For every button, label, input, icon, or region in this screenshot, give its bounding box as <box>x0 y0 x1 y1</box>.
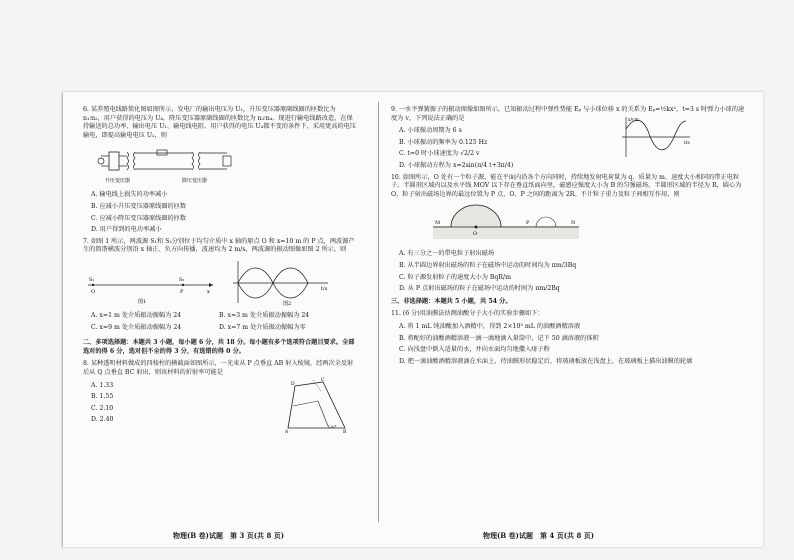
q8-prism-figure <box>283 376 353 434</box>
question-7: 7. 如图 1 所示，两波源 S₁和 S₂分别位于均匀介质中 x 轴的原点 O 和 x=10 m 的 P 点，两波源产生的简谐横波分别沿 x 轴正、负方向传播，波速均为 2 m/s，两波源的振动图像如图 2 所示，则 <box>83 237 355 254</box>
question-11: 11. (6 分)用油膜法估测油酸分子大小的实验步骤如下： <box>391 310 544 318</box>
q9-option-b: B. 小球振动的频率为 0.125 Hz <box>399 138 488 146</box>
q6-fig-right-label: 降压变压器 <box>182 178 208 185</box>
q7-fig1-label: 图1 <box>138 298 147 305</box>
svg-text:O: O <box>91 288 96 295</box>
q10-option-b: B. 从半圆边界射出磁场的粒子在磁场中运动的时间均为 πm/3Bq <box>399 261 577 269</box>
q6-option-d: D. 用户得到的电功率减小 <box>91 226 162 234</box>
q6-fig-left-label: 升压变压器 <box>105 178 131 185</box>
question-8: 8. 某种透明材料做成的四棱柱的横截面如图所示，一光束从 P 点垂直 AB 射入棱镜，经两次全反射后从 Q 点垂直 BC 射出，则该材料的折射率可能是 <box>83 360 354 376</box>
q6-option-a: A. 输电线上损失的功率减小 <box>91 191 168 199</box>
q6-option-b: B. 应减小升压变压器原线圈的匝数 <box>91 202 187 210</box>
q9-oscillation-figure <box>616 115 696 159</box>
q11-step-c: C. 向浅盘中倒入适量的水，并向水面均匀地撒入痱子粉 <box>399 346 550 354</box>
column-divider <box>378 102 379 522</box>
q7-option-b: B. x=3 m 处介质振动振幅为 24 <box>219 311 310 319</box>
section-2-heading: 二、多项选择题：本题共 3 小题，每小题 6 分，共 18 分。每小题有多个选项符合题目要求。全部选对的得 6 分，选对但不全的得 3 分，有选错的得 0 分。 <box>83 339 355 355</box>
q10-option-c: C. 粒子源发射粒子的速度大小为 BqR/m <box>399 273 511 281</box>
question-10: 10. 如图所示，O 处有一个粒子源，能在平面内沿各个方向同时，持续地发射电荷量为 q、质量为 m、速度大小相同的带正电粒子。半圆形区域内以及水平线 MOV 以下存在垂直纸面向里，磁感应强度大小为 B 的匀强磁场。半圆形区域的半径为 R，圆心为 O，粒子射出磁场边界的最远位置为 P 点，O、P 之间的距离为 2R。不计粒子重力及粒子间相互作用，则 <box>391 173 742 198</box>
q8-option-b: B. 1.55 <box>91 393 114 401</box>
svg-text:N: N <box>571 220 576 227</box>
page-footer-left: 物理(B 卷)试题 第 3 页(共 8 页) <box>173 531 285 540</box>
svg-text:C: C <box>321 377 325 383</box>
svg-text:O: O <box>473 231 478 238</box>
q7-wave-figures <box>83 259 358 307</box>
svg-text:x: x <box>207 288 210 295</box>
q10-option-d: D. 从 P 点射出磁场的粒子在磁场中运动的时间为 πm/2Bq <box>399 285 560 293</box>
left-column <box>83 106 358 434</box>
q7-option-c: C. x=9 m 处介质振动振幅为 24 <box>91 323 182 331</box>
svg-text:S₂: S₂ <box>179 276 185 283</box>
q9-y-axis-label: x/cm <box>628 118 639 124</box>
q6-circuit-figure <box>97 144 358 186</box>
q9-option-d: D. 小球振动方程为 x=2sin(π/4 t+3π/4) <box>399 161 514 169</box>
svg-text:t/s: t/s <box>321 285 328 292</box>
q7-option-d: D. x=7 m 处介质振动振幅为零 <box>219 323 306 331</box>
page-footer-right: 物理(B 卷)试题 第 4 页(共 8 页) <box>483 531 595 540</box>
question-9: 9. 一水平弹簧振子的振动图像如图所示，已知振动过程中弹性势能 Eₚ 与小球位移 x 的关系为 Eₚ=½kx²，t=3 s 时弹力小球的速度为 v，下列说法正确的是 <box>391 106 745 122</box>
q8-option-c: C. 2.10 <box>91 404 114 412</box>
q11-step-a: A. 将 1 mL 纯油酸加入酒精中，得到 2×10³ mL 的油酸酒精溶液 <box>399 322 581 330</box>
q10-magnetic-field-figure <box>431 203 746 245</box>
q7-option-a: A. x=1 m 处介质振动振幅为 24 <box>91 311 182 319</box>
question-6: 6. 某养殖电线路简化图如图所示，发电厂的输出电压为 U₁，升压变压器原副线圈的匝数比为 n₁∶n₂，用户获得的电压为 U₄，降压变压器原副线圈的匝数比为 n₃∶n₄。现进行输电线路改造，在保持输送的总功率、输出电压 U₁、输电线电阻、用户获得的电压 U₄都不变的条件下，采用更高的电压输电，即提高输电电压 U₂，则 <box>83 106 357 139</box>
svg-text:S₁: S₁ <box>89 276 95 283</box>
svg-text:P: P <box>180 288 184 295</box>
right-column <box>391 106 746 369</box>
q8-angle-label: 120° <box>327 423 337 429</box>
svg-text:M: M <box>435 220 441 227</box>
svg-text:D: D <box>291 381 295 387</box>
svg-text:B: B <box>343 429 347 434</box>
q11-step-b: B. 将配好的油酸酒精溶液一滴一滴地滴入量筒中，记下 50 滴溶液的体积 <box>399 334 599 342</box>
section-3-heading: 三、非选择题：本题共 5 小题，共 54 分。 <box>391 297 512 305</box>
q9-option-a: A. 小球振动周期为 6 s <box>399 127 462 135</box>
q8-option-a: A. 1.33 <box>91 381 114 389</box>
svg-text:A: A <box>285 429 289 434</box>
exam-page <box>62 92 763 547</box>
q8-option-d: D. 2.40 <box>91 416 114 424</box>
q9-x-axis-label: t/s <box>684 141 690 147</box>
svg-text:P: P <box>526 220 530 227</box>
q10-option-a: A. 有三分之一的带电粒子射出磁场 <box>399 250 495 258</box>
q9-option-c: C. t=0 时小球速度为 √2/2 v <box>399 150 480 158</box>
q11-step-d: D. 把一滴油酸酒精溶液滴在水面上，待油膜形状稳定后，将玻璃板放在浅盘上，在玻璃板上描出油膜的轮廓 <box>399 357 693 365</box>
q7-fig2-label: 图2 <box>283 300 292 307</box>
q6-option-c: C. 应减小降压变压器原线圈的匝数 <box>91 214 187 222</box>
